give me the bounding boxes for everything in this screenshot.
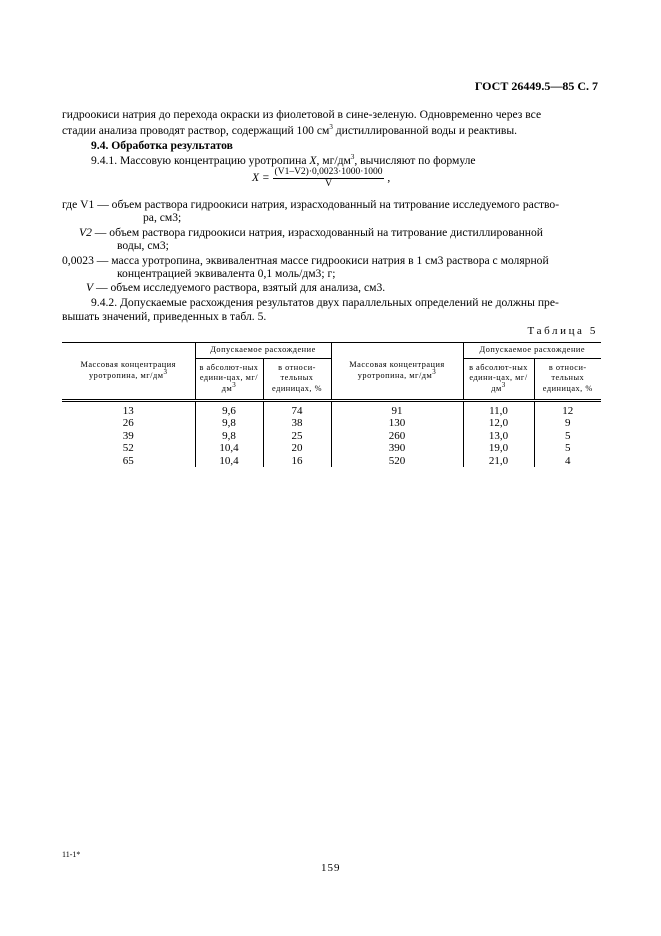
footer-mark: 11-1* [62, 850, 81, 859]
table-cell: 91 [331, 400, 463, 417]
table-cell: 5 [534, 442, 601, 455]
table-cell: 11,0 [463, 400, 534, 417]
header-allowed-left: Допускаемое расхождение [195, 343, 331, 359]
header-allowed-right: Допускаемое расхождение [463, 343, 601, 359]
paragraph-line: гидроокиси натрия до перехода окраски из фиолетовой в сине-зеленую. Одновременно через все [62, 108, 542, 121]
table-cell: 9 [534, 417, 601, 430]
table-cell: 520 [331, 455, 463, 468]
table-row [62, 417, 601, 430]
section-title: 9.4. Обработка результатов [91, 139, 233, 152]
page-number: 159 [321, 862, 341, 874]
definition-v: V — объем исследуемого раствора, взятый для анализа, см3. [86, 281, 386, 294]
table-cell: 9,6 [195, 400, 263, 417]
table-cell: 21,0 [463, 455, 534, 468]
definition-v1-cont: ра, см3; [143, 211, 182, 224]
table-row [62, 455, 601, 468]
definition-constant-cont: концентрацией эквивалента 0,1 моль/дм3; г; [117, 267, 336, 280]
header-conc-left: Массовая концентрация уротропина, $мг/дм^3$ [62, 343, 195, 401]
formula-numerator: (V1–V2)·0,0023·1000·1000 [274, 167, 383, 177]
header-conc-right: Массовая концентрация уротропина, $мг/дм^3$ [331, 343, 463, 401]
table-cell: 38 [263, 417, 331, 430]
table-cell: 26 [122, 417, 134, 430]
table-row [62, 430, 601, 443]
table-cell: 13 [122, 404, 134, 417]
formula-lhs: X = [252, 172, 270, 185]
formula-fraction [273, 167, 385, 190]
header-abs-left: в абсолют-ных едини-цах, $мг/дм^3$ [195, 358, 263, 400]
table-cell: 9,8 [195, 430, 263, 443]
results-table [62, 342, 601, 467]
table-caption: Таблица 5 [527, 325, 598, 337]
table-cell: 390 [331, 442, 463, 455]
table-cell: 130 [331, 417, 463, 430]
table-cell: 19,0 [463, 442, 534, 455]
table-cell: 260 [331, 430, 463, 443]
table-cell: 25 [263, 430, 331, 443]
table-cell: 10,4 [195, 442, 263, 455]
table-cell: 65 [122, 454, 134, 467]
table-cell: 4 [534, 455, 601, 468]
definition-constant: 0,0023 — масса уротропина, эквивалентная массе гидроокиси натрия в 1 см3 раствора с молярной [62, 254, 549, 267]
formula: X = $\frac{(V1-V2)\cdot 0,0023\cdot 1000\cdot 1000}{V}$ , [252, 167, 391, 189]
paragraph-line: вышать значений, приведенных в табл. 5. [62, 310, 267, 323]
table-cell: 5 [534, 430, 601, 443]
table-row [62, 442, 601, 455]
paragraph-line: 9.4.1. Массовую концентрацию уротропина X, $мг/дм^3$, вычисляют по формуле [91, 153, 476, 167]
table-cell: 74 [263, 400, 331, 417]
table-cell: 39 [122, 429, 134, 442]
table-cell: 12,0 [463, 417, 534, 430]
table-row [62, 400, 601, 417]
paragraph-line: 9.4.2. Допускаемые расхождения результатов двух параллельных определений не должны пре- [91, 296, 559, 309]
definition-v2-cont: воды, см3; [117, 239, 169, 252]
formula-denominator: V [325, 179, 332, 189]
header-abs-right: в абсолют-ных едини-цах, $мг/дм^3$ [463, 358, 534, 400]
table-cell: 52 [122, 442, 134, 455]
definition-v1: где V1 — объем раствора гидроокиси натрия, израсходованный на титрование исследуемого раство- [62, 198, 560, 211]
table-cell: 20 [263, 442, 331, 455]
header-rel-left: в относи-тельных единицах, % [263, 358, 331, 400]
paragraph-line: стадии анализа проводят раствор, содержащий 100 $см^3$ дистиллированной воды и реактивы. [62, 123, 518, 137]
page-header: ГОСТ 26449.5—85 С. 7 [474, 79, 598, 93]
table-cell: 13,0 [463, 430, 534, 443]
header-rel-right: в относи-тельных единицах, % [534, 358, 601, 400]
table-cell: 9,8 [195, 417, 263, 430]
definition-v2: V2 — объем раствора гидроокиси натрия, израсходованный на титрование дистиллированной [79, 226, 543, 239]
table-cell: 12 [534, 400, 601, 417]
table-cell: 16 [263, 455, 331, 468]
table-cell: 10,4 [195, 455, 263, 468]
